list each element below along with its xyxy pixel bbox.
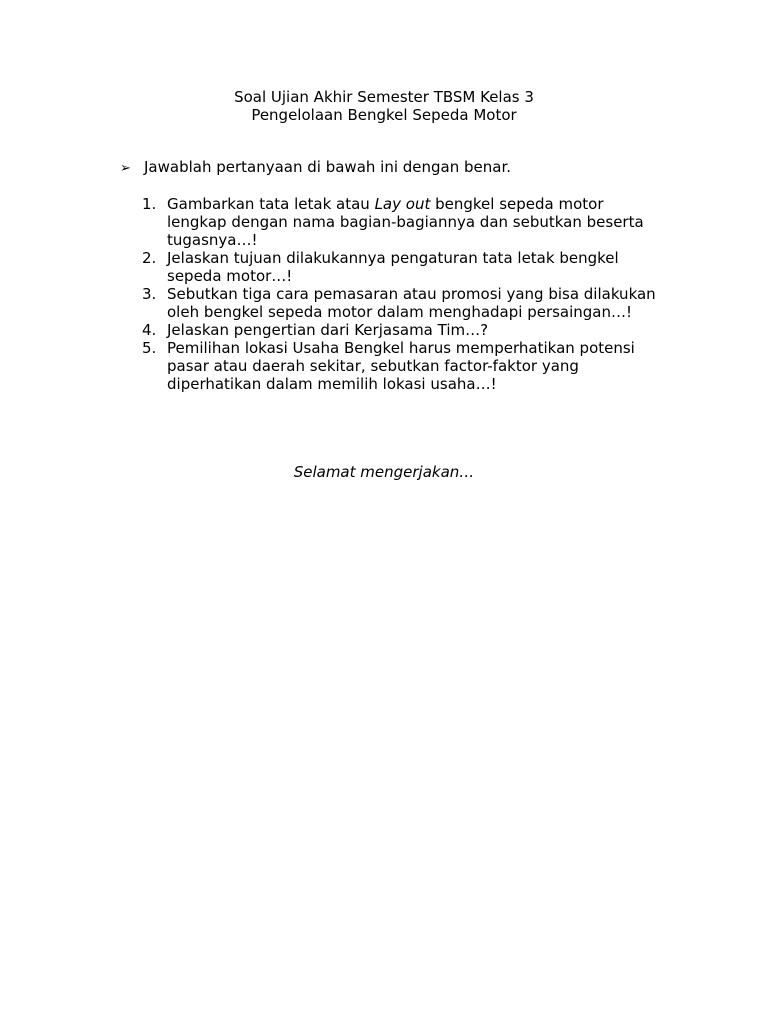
document-title bbox=[0, 88, 768, 124]
question-item-5 bbox=[140, 339, 660, 393]
question-italic-term: Lay out bbox=[374, 195, 431, 213]
question-text: Jelaskan pengertian dari Kerjasama Tim…? bbox=[167, 321, 489, 339]
question-item-2 bbox=[140, 249, 660, 285]
question-text: Jelaskan tujuan dilakukannya pengaturan tata letak bengkel sepeda motor…! bbox=[167, 249, 619, 285]
question-item-3 bbox=[140, 285, 660, 321]
question-number: 4. bbox=[142, 321, 157, 339]
arrow-bullet-icon: ➢ bbox=[120, 161, 131, 176]
instruction-text: Jawablah pertanyaan di bawah ini dengan benar. bbox=[144, 158, 512, 176]
question-text: Pemilihan lokasi Usaha Bengkel harus memperhatikan potensi pasar atau daerah sekitar, sebutkan factor-faktor yang diperhatikan dalam memilih lokasi usaha…! bbox=[167, 339, 635, 393]
question-number: 3. bbox=[142, 285, 157, 303]
question-text: Sebutkan tiga cara pemasaran atau promosi yang bisa dilakukan oleh bengkel sepeda motor dalam menghadapi persaingan…! bbox=[167, 285, 656, 321]
title-line-1: Soal Ujian Akhir Semester TBSM Kelas 3 bbox=[234, 88, 534, 106]
closing-message: Selamat mengerjakan… bbox=[293, 463, 475, 481]
instruction bbox=[120, 158, 680, 178]
title-line-2: Pengelolaan Bengkel Sepeda Motor bbox=[251, 106, 517, 124]
question-text: Gambarkan tata letak atau Lay out bengkel sepeda motor lengkap dengan nama bagian-bagiannya dan sebutkan beserta tugasnya…! bbox=[167, 195, 644, 249]
question-number: 5. bbox=[142, 339, 157, 357]
question-number: 1. bbox=[142, 195, 157, 213]
question-item-1 bbox=[140, 195, 660, 249]
question-item-4 bbox=[140, 321, 660, 339]
question-list bbox=[140, 195, 660, 393]
question-number: 2. bbox=[142, 249, 157, 267]
